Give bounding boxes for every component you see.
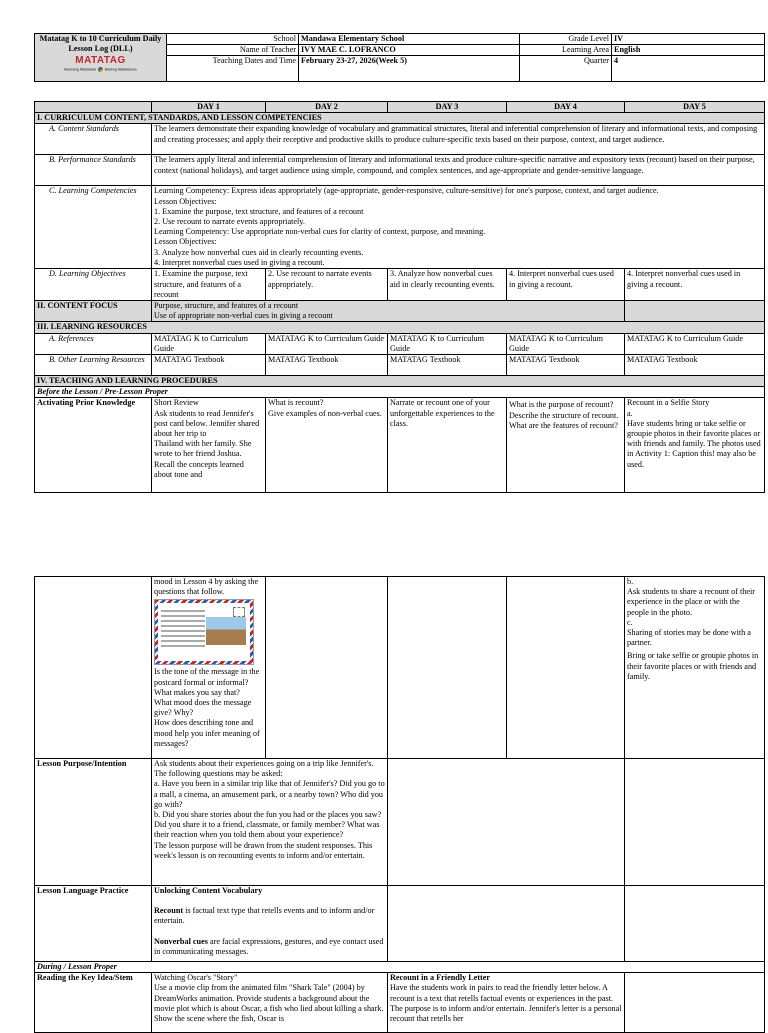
area-value: English [612,45,765,56]
competencies-label: C. Learning Competencies [35,186,152,269]
header-table [34,33,765,82]
grade-value: IV [612,34,765,45]
section-3-heading: III. LEARNING RESOURCES [35,322,765,333]
teacher-label: Name of Teacher [167,45,299,56]
activating-day-5: Recount in a Selfie Story a. Have students bring or take selfie or groupie photos in their favorite places or with friends and family. The photos used in Activity 1: Caption this! may also be used. [625,398,765,493]
language-practice-label: Lesson Language Practice [35,886,152,962]
reading-day-1: Watching Oscar's "Story" Use a movie clip from the animated film "Shark Tale" (2004) by DreamWorks animation. Provide students a background about the movie plot which is about Oscar, a fish who lied about killing a shark. Show the scene where the fish, Oscar is [152,973,388,1033]
purpose-label: Lesson Purpose/Intention [35,759,152,886]
objective-day-3: 3. Analyze how nonverbal cues aid in clearly recounting events. [388,269,507,301]
objectives-label: D. Learning Objectives [35,269,152,301]
section-2-heading: II. CONTENT FOCUS [35,301,152,322]
matatag-logo-tagline: Bansang Makabata Batang Makabansa [64,67,137,72]
nonverbal-definition: are facial expressions, gestures, and eye contact used in communicating messages. [154,936,384,956]
nonverbal-term: Nonverbal cues [154,936,208,946]
other-resource-day-1: MATATAG Textbook [152,355,266,376]
during-lesson-heading: During / Lesson Proper [35,962,765,973]
quarter-label: Quarter [520,56,612,82]
activating-cont-bottom: Is the tone of the message in the postcard formal or informal? What makes you say that? What mood does the message give? Why? How does describing tone and mood help you infer meaning of messages? [154,667,260,748]
content-focus-text: Purpose, structure, and features of a recount Use of appropriate non-verbal cues in giving a recount [152,301,625,322]
reference-day-3: MATATAG K to Curriculum Guide [388,333,507,354]
purpose-text: Ask students about their experiences going on a trip like Jennifer's. The following questions may be asked: a. Have you been in a similar trip like that of Jennifer's? Did you go to a mall, a cinema, an amusement park, or a nearby town? Who did you go with? b. Did you share stories about the fun you had or the places you saw? Did you share it to a friend, classmate, or family member? What was their reaction when you told them about your experience? The lesson purpose will be drawn from the student responses. This week's lesson is on recounting events to inform and/or entertain. [152,759,388,886]
section-1-heading: I. CURRICULUM CONTENT, STANDARDS, AND LESSON COMPETENCIES [35,113,765,124]
activating-day-5-continued: b. Ask students to share a recount of their experience in the place or with the people in the photo. c. Sharing of stories may be done with a partner. [627,577,756,648]
header-title-cell [35,34,167,82]
reference-day-1: MATATAG K to Curriculum Guide [152,333,266,354]
matatag-logo: MATATAG [75,55,126,67]
day-5-header: DAY 5 [625,102,765,113]
day-3-header: DAY 3 [388,102,507,113]
day-4-header: DAY 4 [507,102,625,113]
day-2-header: DAY 2 [266,102,388,113]
references-label: A. References [35,333,152,354]
area-label: Learning Area [520,45,612,56]
content-standards-text: The learners demonstrate their expanding knowledge of vocabulary and grammatical structures, literal and inferential comprehension of literary and informational texts, and composing and creating processes; and apply their receptive and productive skills to produce culture-specific texts based on their purpose, context, and target audience. [152,124,765,155]
activating-day-1: Short Review Ask students to read Jennifer's post card below. Jennifer shared about her trip to Thailand with her family. She wrote to her friend Joshua. Recall the concepts learned about tone and [152,398,266,493]
activating-day-5-note: Bring or take selfie or groupie photos in their favorite places or with friends and family. [627,651,759,681]
activating-label: Activating Prior Knowledge [35,398,152,493]
lesson-log-table [34,101,765,493]
dll-title: Matatag K to 10 Curriculum Daily Lesson Log (DLL) [39,34,162,54]
objective-day-1: 1. Examine the purpose, text structure, and features of a recount [152,269,266,301]
day-header-row [35,102,765,113]
stamp-icon [233,607,245,617]
matatag-emblem-icon [98,67,103,72]
other-resource-day-3: MATATAG Textbook [388,355,507,376]
activating-day-4: What is the purpose of recount? Describe the structure of recount. What are the features of recount? [507,398,625,493]
reference-day-4: MATATAG K to Curriculum Guide [507,333,625,354]
postcard-image [154,599,254,665]
lesson-log-table-continued [34,576,765,1033]
recount-definition: is factual text type that retells events and to inform and/or entertain. [154,906,375,926]
other-resources-label: B. Other Learning Resources [35,355,152,376]
language-practice-text [152,886,388,962]
vocab-heading: Unlocking Content Vocabulary [154,886,263,895]
other-resource-day-4: MATATAG Textbook [507,355,625,376]
school-label: School [167,34,299,45]
content-standards-label: A. Content Standards [35,124,152,155]
reading-day-3-heading: Recount in a Friendly Letter [390,973,491,983]
activating-day-2: What is recount? Give examples of non-verbal cues. [266,398,388,493]
section-4-heading: IV. TEACHING AND LEARNING PROCEDURES [35,376,765,387]
other-resource-day-5: MATATAG Textbook [625,355,765,376]
objective-day-4: 4. Interpret nonverbal cues used in giving a recount. [507,269,625,301]
reading-day-3-text: Have the students work in pairs to read the friendly letter below. A recount is a text that retells factual events or experiences in the past. The purpose is to inform and/or entertain. Jennifer's letter is a personal recount that retells her [390,983,622,1024]
objective-day-2: 2. Use recount to narrate events appropriately. [266,269,388,301]
recount-term: Recount [154,906,184,916]
reference-day-5: MATATAG K to Curriculum Guide [625,333,765,354]
quarter-value: 4 [612,56,765,82]
before-lesson-heading: Before the Lesson / Pre-Lesson Proper [35,387,765,398]
activating-cont-top: mood in Lesson 4 by asking the questions that follow. [154,577,259,597]
activating-day-3: Narrate or recount one of your unforgettable experiences to the class. [388,398,507,493]
performance-standards-label: B. Performance Standards [35,155,152,186]
objective-day-5: 4. Interpret nonverbal cues used in giving a recount. [625,269,765,301]
reference-day-2: MATATAG K to Curriculum Guide [266,333,388,354]
performance-standards-text: The learners apply literal and inferential comprehension of literary and informational texts and produce culture-specific narrative and expository texts (recount) based on their purpose, context (national holidays), and target audience using simple, compound, and complex sentences, and age-appropriate and gender-sensitive language. [152,155,765,186]
reading-label: Reading the Key Idea/Stem [35,973,152,1033]
competencies-text: Learning Competency: Express ideas appropriately (age-appropriate, gender-responsive, culture-sensitive) for one's purpose, context, and target audience. Lesson Objectives: 1. Examine the purpose, text structure, and features of a recount 2. Use recount to narrate events appropriately. Learning Competency: Use appropriate non-verbal cues for clarity of context, purpose, and meaning. Lesson Objectives: 3. Analyze how nonverbal cues aid in clearly recounting events. 4. Interpret nonverbal cues used in giving a recount. [152,186,765,269]
dates-value: February 23-27, 2026(Week 5) [299,56,520,82]
day-1-header: DAY 1 [152,102,266,113]
dates-label: Teaching Dates and Time [167,56,299,82]
activating-day-1-continued [152,577,266,759]
teacher-value: IVY MAE C. LOFRANCO [299,45,520,56]
other-resource-day-2: MATATAG Textbook [266,355,388,376]
school-value: Mandawa Elementary School [299,34,520,45]
postcard-photo [206,617,246,645]
grade-label: Grade Level [520,34,612,45]
